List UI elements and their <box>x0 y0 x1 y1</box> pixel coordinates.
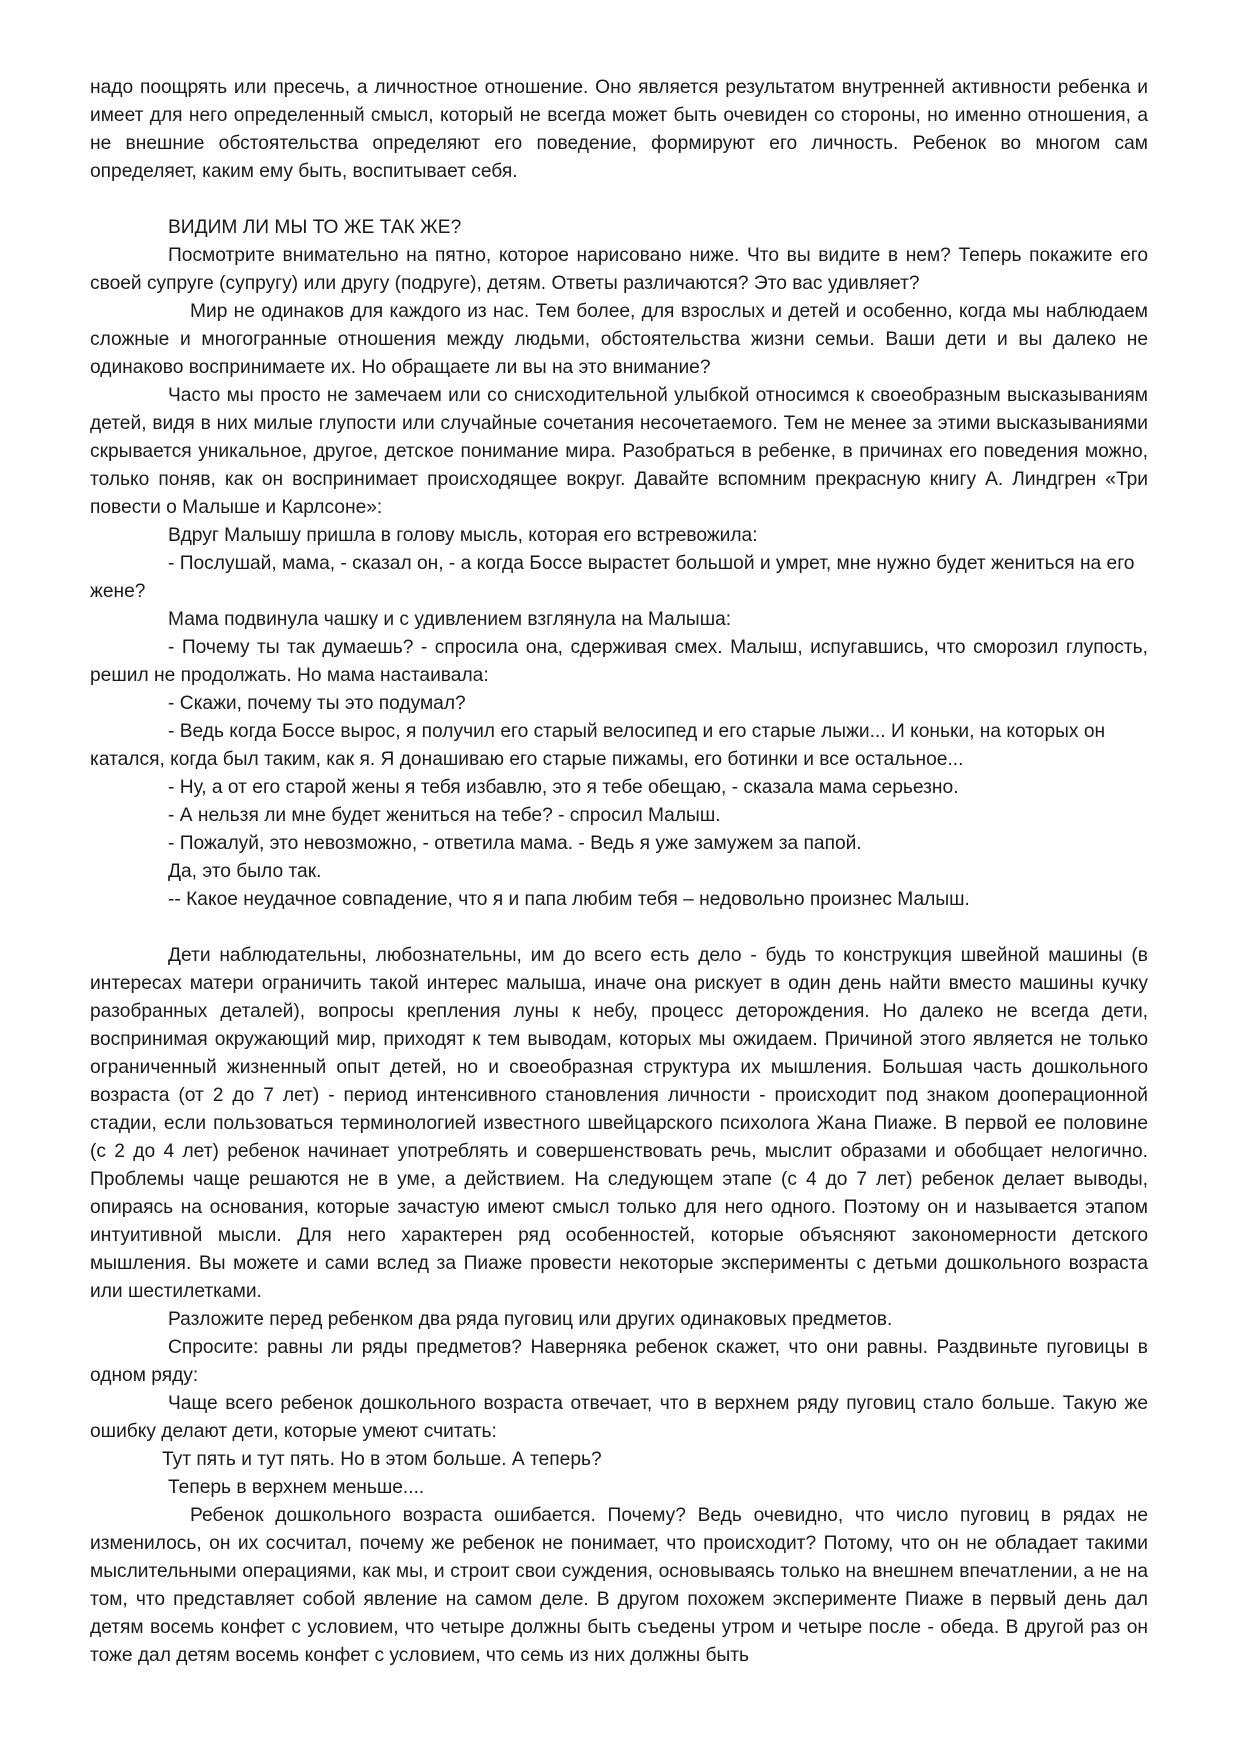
paragraph-often: Часто мы просто не замечаем или со снисходительной улыбкой относимся к своеобразным высказываниям детей, видя в них милые глупости или случайные сочетания несочетаемого. Тем не менее за этими высказываниями скрывается уникальное, другое, детское понимание мира. Разобраться в ребенке, в причинах его поведения можно, только поняв, как он воспринимает происходящее вокруг. Давайте вспомним прекрасную книгу А. Линдгрен «Три повести о Малыше и Карлсоне»: <box>90 385 1148 518</box>
dialog-line: - Послушай, мама, - сказал он, - а когда Боссе вырастет большой и умрет, мне нужно будет жениться на его жене? <box>90 553 1135 602</box>
document-page <box>90 74 1148 1670</box>
paragraph-children: Дети наблюдательны, любознательны, им до всего есть дело - будь то конструкция швейной машины (в интересах матери ограничить такой интерес малыша, иначе она рискует в один день найти вместо машины кучку разобранных деталей), вопросы крепления луны к небу, процесс деторождения. Но далеко не всегда дети, воспринимая окружающий мир, приходят к тем выводам, которых мы ожидаем. Причиной этого является не только ограниченный жизненный опыт детей, но и своеобразная структура их мышления. Большая часть дошкольного возраста (от 2 до 7 лет) - период интенсивного становления личности - происходит под знаком дооперационной стадии, если пользоваться терминологией известного швейцарского психолога Жана Пиаже. В первой ее половине (с 2 до 4 лет) ребенок начинает употреблять и совершенствовать речь, мыслит образами и обобщает нелогично. Проблемы чаще решаются не в уме, а действием. На следующем этапе (с 4 до 7 лет) ребенок делает выводы, опираясь на основания, которые зачастую имеют смысл только для него одного. Поэтому он и называется этапом интуитивной мысли. Для него характерен ряд особенностей, которые объясняют закономерности детского мышления. Вы можете и сами вслед за Пиаже провести некоторые эксперименты с детьми дошкольного возраста или шестилетками. <box>90 945 1148 1302</box>
dialog-line: - А нельзя ли мне будет жениться на тебе? - спросил Малыш. <box>168 805 721 826</box>
dialog-line: - Ну, а от его старой жены я тебя избавлю, это я тебе обещаю, - сказала мама серьезно. <box>168 777 959 798</box>
paragraph-instruction: Спросите: равны ли ряды предметов? Наверняка ребенок скажет, что они равны. Раздвиньте пуговицы в одном ряду: <box>90 1337 1148 1386</box>
section-heading: ВИДИМ ЛИ МЫ ТО ЖЕ ТАК ЖЕ? <box>168 217 462 238</box>
dialog-line: - Ведь когда Боссе вырос, я получил его старый велосипед и его старые лыжи... И коньки, на которых он катался, когда был таким, как я. Я донашиваю его старые пижамы, его ботинки и все остальное... <box>90 721 1106 770</box>
dialog-line: - Почему ты так думаешь? - спросила она, сдерживая смех. Малыш, испугавшись, что сморозил глупость, решил не продолжать. Но мама настаивала: <box>90 637 1148 686</box>
dialog-line: Мама подвинула чашку и с удивлением взглянула на Малыша: <box>168 609 732 630</box>
paragraph-instruction: Разложите перед ребенком два ряда пуговиц или других одинаковых предметов. <box>168 1309 893 1330</box>
paragraph-instruction: Чаще всего ребенок дошкольного возраста отвечает, что в верхнем ряду пуговиц стало больше. Такую же ошибку делают дети, которые умеют считать: <box>90 1393 1148 1442</box>
paragraph-spot-test: Посмотрите внимательно на пятно, которое нарисовано ниже. Что вы видите в нем? Теперь покажите его своей супруге (супругу) или другу (подруге), детям. Ответы различаются? Это вас удивляет? <box>90 245 1148 294</box>
quote-line: Теперь в верхнем меньше.... <box>168 1477 425 1498</box>
dialog-line: - Скажи, почему ты это подумал? <box>168 693 466 714</box>
dialog-line: Да, это было так. <box>168 861 322 882</box>
paragraph-world: Мир не одинаков для каждого из нас. Тем более, для взрослых и детей и особенно, когда мы наблюдаем сложные и многогранные отношения между людьми, обстоятельства жизни семьи. Ваши дети и вы далеко не одинаково воспринимаете их. Но обращаете ли вы на это внимание? <box>90 301 1148 378</box>
paragraph-conclusion: Ребенок дошкольного возраста ошибается. Почему? Ведь очевидно, что число пуговиц в рядах не изменилось, он их сосчитал, почему же ребенок не понимает, что происходит? Потому, что он не обладает такими мыслительными операциями, как мы, и строит свои суждения, основываясь только на внешнем впечатлении, а не на том, что представляет собой явление на самом деле. В другом похожем эксперименте Пиаже в первый день дал детям восемь конфет с условием, что четыре должны быть съедены утром и четыре после - обеда. В другой раз он тоже дал детям восемь конфет с условием, что семь из них должны быть <box>90 1505 1148 1666</box>
quote-line: Тут пять и тут пять. Но в этом больше. А теперь? <box>162 1449 602 1470</box>
dialog-line: - Пожалуй, это невозможно, - ответила мама. - Ведь я уже замужем за папой. <box>168 833 862 854</box>
paragraph-intro: надо поощрять или пресечь, а личностное отношение. Оно является результатом внутренней активности ребенка и имеет для него определенный смысл, который не всегда может быть очевиден со стороны, но именно отношения, а не внешние обстоятельства определяют его поведение, формируют его личность. Ребенок во многом сам определяет, каким ему быть, воспитывает себя. <box>90 77 1148 182</box>
dialog-line: -- Какое неудачное совпадение, что я и папа любим тебя – недовольно произнес Малыш. <box>168 889 970 910</box>
dialog-line: Вдруг Малышу пришла в голову мысль, которая его встревожила: <box>168 525 758 546</box>
